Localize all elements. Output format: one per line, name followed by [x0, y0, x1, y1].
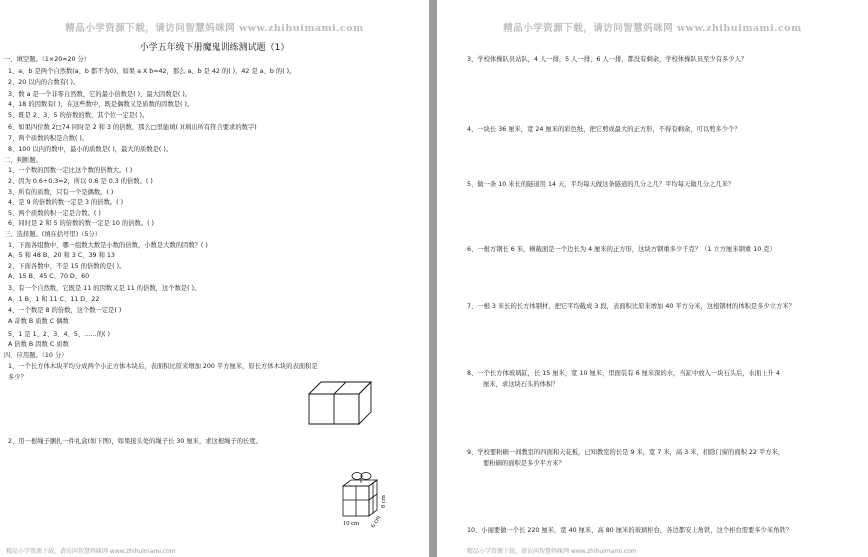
- page-header: 精品小学资源下载，请访问智慧妈咪网 www.zhihuimami.com: [503, 23, 802, 34]
- text-line: A 奇数 B 质数 C 偶数: [8, 318, 69, 325]
- text-line: 5、1 是 1、2、3、4、5、……的( ): [8, 331, 110, 338]
- text-line: 四、应用题。（10 分）: [4, 352, 68, 359]
- text-line: 二、判断题。: [4, 157, 42, 164]
- text-line: 2、下面各数中，不是 15 的倍数的是( )。: [8, 263, 126, 270]
- text-line: 6、同时是 2 和 5 的倍数的数一定是 10 的倍数。( ): [8, 220, 155, 227]
- text-line: 多少？: [8, 374, 27, 381]
- text-line: 6、如果四位数 2□74 同时是 2 和 3 的倍数，那么□里能填( )(填出所有符合要求的数字): [8, 124, 257, 131]
- text-line: 3、有一个自然数，它既是 11 的因数又是 11 的倍数，这个数是( )。: [8, 285, 201, 292]
- page-right: [437, 0, 868, 557]
- text-line: A、1 B、1 和 11 C、11 D、22: [8, 296, 100, 303]
- text-line: 三、选择题。(填在括号里)（5分）: [4, 231, 102, 238]
- text-line: 4、是 9 的倍数的数一定是 3 的倍数。( ): [8, 199, 124, 206]
- text-line: 2、20 以内的合数有( )。: [8, 79, 80, 86]
- text-line: 1、下面各组数中，哪一组数大数是小数的倍数，小数是大数的因数？( ): [8, 242, 208, 249]
- question-line: 要粉刷的面积是多少平方米？: [483, 460, 565, 467]
- text-line: A、5 和 48 B、20 和 3 C、39 和 13: [8, 252, 115, 259]
- dim-height-label: 8 cm: [380, 495, 387, 508]
- text-line: 5、两个质数的积一定是合数。( ): [8, 210, 101, 217]
- question-line: 厘米，求这块石头的体积？: [483, 381, 559, 388]
- question-line: 6、一根方钢长 6 米，横截面是一个边长为 4 厘米的正方形，这块方钢重多少千克？（1 立方厘米钢重 10 克）: [467, 246, 776, 253]
- cuboid-figure: [303, 378, 375, 428]
- text-line: 7、两个质数的积是合数( )。: [8, 135, 89, 142]
- text-line: 一、填空题。（1×20=20 分）: [4, 56, 91, 63]
- text-line: 8、100 以内的数中，最小的质数是( )，最大的质数是( )。: [8, 146, 173, 153]
- text-line: 3、所有的质数，只有一个是偶数。( ): [8, 189, 114, 196]
- page-title: 小学五年级下册魔鬼训练测试题（1）: [139, 43, 290, 53]
- question-line: 8、一个长方体玻璃缸，长 15 厘米，宽 10 厘米，里面装有 6 厘米深的水，当缸中放入一块石头后，水面上升 4: [467, 370, 780, 377]
- question-line: 9、学校要粉刷一间教室的四面和天花板，已知教室的长是 9 米，宽 7 米，高 3 米，扣除门窗的面积 22 平方米，: [467, 449, 785, 456]
- text-line: 1、一个长方体木块平均分成两个小正方体木块后，表面积比原来增加 200 平方厘米，原长方体木块的表面积是: [8, 363, 318, 370]
- question-line: 5、做一条 10 米长的隧道用 14 天，平均每天做这条隧道的几分之几？平均每天做几分之几米？: [467, 181, 735, 188]
- text-line: 5、既是 2、3、5 的倍数的数，其个位一定是( )。: [8, 112, 149, 119]
- gift-box-figure: [333, 466, 391, 530]
- dim-depth-label: 6 cm: [369, 514, 383, 529]
- text-line: 3、数 a 是一个非零自然数，它的最小倍数是( )，最大因数是( )。: [8, 91, 192, 98]
- text-line: 2、用一根绳子捆扎一件礼盒(如下图)，如果接头处的绳子长 30 厘米，求这根绳子的长度。: [8, 438, 262, 445]
- page-left: [0, 0, 429, 557]
- text-line: 4、一个数是 8 的倍数，这个数一定是( ): [8, 307, 122, 314]
- text-line: 1、一个数的因数一定比这个数的倍数大。( ): [8, 167, 133, 174]
- question-line: 10、小丽要做一个长 220 厘米，宽 40 厘米，高 80 厘米的玻璃柜台，各边都安上角铁，这个柜台需要多少米角铁？: [467, 527, 793, 534]
- page-header: 精品小学资源下载，请访问智慧妈咪网 www.zhihuimami.com: [65, 23, 364, 34]
- text-line: 2、因为 0.6÷0.3=2，所以 0.6 是 0.3 的倍数。( ): [8, 178, 153, 185]
- text-line: A、15 B、45 C、70 D、60: [8, 273, 90, 280]
- dim-width-label: 10 cm: [343, 520, 360, 527]
- page-footer: 精品小学资源下载，请访问智慧妈咪网 www.zhihuimami.com: [467, 548, 637, 555]
- question-line: 3、学校体操队员站队，4 人一排，5 人一排，6 人一排，都没有剩余，学校体操队员至少有多少人？: [467, 56, 748, 63]
- text-line: 4、18 的因数有( )，在这些数中，既是偶数又是质数的因数是( )。: [8, 101, 194, 108]
- question-line: 7、一根 3 米长的长方体钢材，把它平均截成 3 段，表面积比原来增加 40 平方分米，这根钢材的体积是多少立方米？: [467, 303, 795, 310]
- page-footer: 精品小学资源下载，请访问智慧妈咪网 www.zhihuimami.com: [6, 548, 176, 555]
- text-line: A 倍数 B 因数 C 质数: [8, 341, 69, 348]
- question-line: 4、一块长 36 厘米，宽 24 厘米的彩色纸，把它剪成最大的正方形，不得有剩余，可以剪多少个？: [467, 126, 741, 133]
- text-line: 1、a、b 是两个自然数(a、b 都不为0)，如果 a X b=42，那么 a、b 是 42 的( )，42 是 a、b 的( )。: [8, 68, 296, 75]
